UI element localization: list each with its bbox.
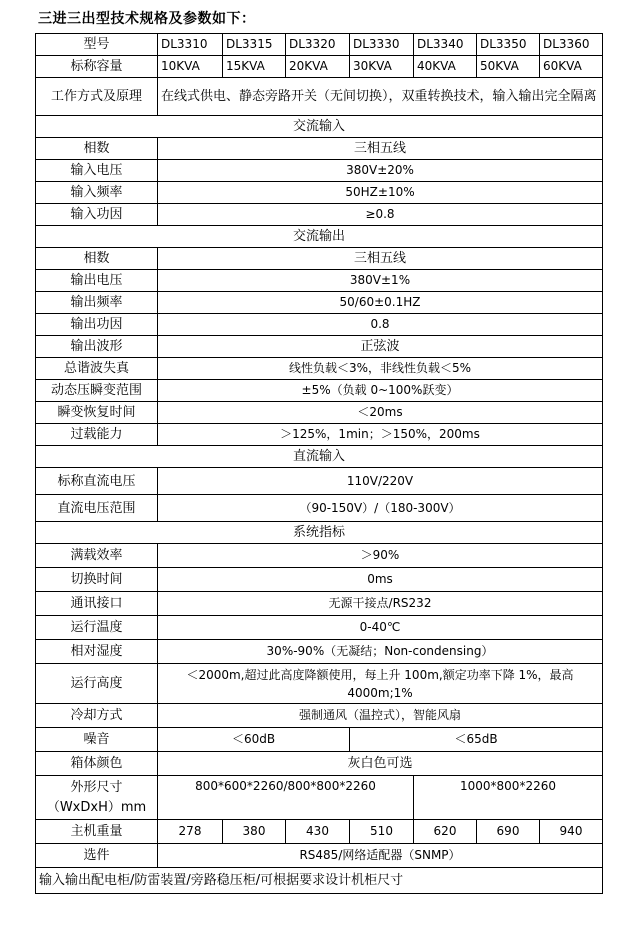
model-cell: DL3340: [414, 34, 477, 56]
row-label: 选件: [36, 844, 158, 868]
row-value: ＜60dB: [158, 728, 350, 752]
row-label: 动态压瞬变范围: [36, 380, 158, 402]
row-value: ±5%（负载 0~100%跃变）: [158, 380, 603, 402]
row-model: [36, 34, 603, 56]
row-dc-range: [36, 495, 603, 522]
row-footer-note: [36, 868, 603, 894]
model-cell: DL3310: [158, 34, 223, 56]
weight-cell: 620: [414, 820, 477, 844]
row-value: 正弦波: [158, 336, 603, 358]
row-color: [36, 752, 603, 776]
section-dc-input: [36, 446, 603, 468]
principle-label: 工作方式及原理: [36, 78, 158, 116]
row-input-pf: [36, 204, 603, 226]
row-capacity: [36, 56, 603, 78]
row-value: 三相五线: [158, 138, 603, 160]
weight-cell: 380: [223, 820, 286, 844]
row-value: 0ms: [158, 568, 603, 592]
weight-cell: 510: [350, 820, 414, 844]
capacity-cell: 50KVA: [477, 56, 540, 78]
row-output-phase: [36, 248, 603, 270]
row-value: ＜2000m,超过此高度降额使用，每上升 100m,额定功率下降 1%，最高4000m;1%: [158, 664, 603, 704]
row-value: 强制通风（温控式），智能风扇: [158, 704, 603, 728]
row-output-voltage: [36, 270, 603, 292]
row-switch: [36, 568, 603, 592]
footer-note: 输入输出配电柜/防雷装置/旁路稳压柜/可根据要求设计机柜尺寸: [36, 868, 603, 894]
capacity-cell: 15KVA: [223, 56, 286, 78]
row-value: 0-40℃: [158, 616, 603, 640]
row-principle: [36, 78, 603, 116]
row-label: 输入频率: [36, 182, 158, 204]
row-label: 输入功因: [36, 204, 158, 226]
row-label: 输出电压: [36, 270, 158, 292]
row-overload: [36, 424, 603, 446]
row-dimensions: [36, 776, 603, 820]
weight-cell: 690: [477, 820, 540, 844]
row-output-pf: [36, 314, 603, 336]
row-output-frequency: [36, 292, 603, 314]
row-value: 0.8: [158, 314, 603, 336]
row-input-frequency: [36, 182, 603, 204]
row-label: 标称直流电压: [36, 468, 158, 495]
row-input-phase: [36, 138, 603, 160]
row-label: 通讯接口: [36, 592, 158, 616]
row-value: ＜20ms: [158, 402, 603, 424]
section-ac-output: [36, 226, 603, 248]
row-value: 灰白色可选: [158, 752, 603, 776]
page-title: 三进三出型技术规格及参数如下：: [38, 11, 256, 27]
weight-cell: 430: [286, 820, 350, 844]
row-label: 直流电压范围: [36, 495, 158, 522]
row-label: 运行高度: [36, 664, 158, 704]
row-output-wave: [36, 336, 603, 358]
row-temperature: [36, 616, 603, 640]
section-system: [36, 522, 603, 544]
row-label: 冷却方式: [36, 704, 158, 728]
capacity-label: 标称容量: [36, 56, 158, 78]
row-comm: [36, 592, 603, 616]
capacity-cell: 20KVA: [286, 56, 350, 78]
row-label: [36, 776, 158, 820]
row-label: 相数: [36, 248, 158, 270]
row-label: 相数: [36, 138, 158, 160]
row-noise: [36, 728, 603, 752]
row-altitude: [36, 664, 603, 704]
row-label: 箱体颜色: [36, 752, 158, 776]
row-value: ≥0.8: [158, 204, 603, 226]
weight-cell: 278: [158, 820, 223, 844]
section-header: 交流输出: [36, 226, 603, 248]
row-thd: [36, 358, 603, 380]
principle-value: 在线式供电、静态旁路开关（无间切换），双重转换技术，输入输出完全隔离: [158, 78, 603, 116]
row-value: RS485/网络适配器（SNMP）: [158, 844, 603, 868]
row-label: 过载能力: [36, 424, 158, 446]
row-value: 380V±20%: [158, 160, 603, 182]
row-label: 切换时间: [36, 568, 158, 592]
row-value: ＞125%，1min；＞150%，200ms: [158, 424, 603, 446]
section-header: 系统指标: [36, 522, 603, 544]
size-label: 外形尺寸: [70, 779, 123, 795]
row-dc-nominal: [36, 468, 603, 495]
row-label: 输出波形: [36, 336, 158, 358]
row-value: 线性负载＜3%，非线性负载＜5%: [158, 358, 603, 380]
model-cell: DL3360: [540, 34, 603, 56]
row-label: 输出功因: [36, 314, 158, 336]
row-options: [36, 844, 603, 868]
row-value: 50HZ±10%: [158, 182, 603, 204]
row-humidity: [36, 640, 603, 664]
row-value: 无源干接点/RS232: [158, 592, 603, 616]
row-label: 满载效率: [36, 544, 158, 568]
row-value: 1000*800*2260: [414, 776, 603, 820]
section-ac-input: [36, 116, 603, 138]
row-dynamic: [36, 380, 603, 402]
row-value: 110V/220V: [158, 468, 603, 495]
size-unit: （WxDxH）mm: [46, 799, 147, 815]
row-label: 运行温度: [36, 616, 158, 640]
capacity-cell: 10KVA: [158, 56, 223, 78]
row-cooling: [36, 704, 603, 728]
row-label: 输出频率: [36, 292, 158, 314]
model-cell: DL3320: [286, 34, 350, 56]
row-label: 相对湿度: [36, 640, 158, 664]
model-cell: DL3315: [223, 34, 286, 56]
row-value: （90-150V）/（180-300V）: [158, 495, 603, 522]
row-weight: [36, 820, 603, 844]
row-label: 瞬变恢复时间: [36, 402, 158, 424]
weight-cell: 940: [540, 820, 603, 844]
row-input-voltage: [36, 160, 603, 182]
row-value: ＞90%: [158, 544, 603, 568]
capacity-cell: 40KVA: [414, 56, 477, 78]
row-value: 380V±1%: [158, 270, 603, 292]
model-cell: DL3350: [477, 34, 540, 56]
model-cell: DL3330: [350, 34, 414, 56]
row-efficiency: [36, 544, 603, 568]
capacity-cell: 30KVA: [350, 56, 414, 78]
row-value: 50/60±0.1HZ: [158, 292, 603, 314]
row-label: 总谐波失真: [36, 358, 158, 380]
row-label: 噪音: [36, 728, 158, 752]
section-header: 交流输入: [36, 116, 603, 138]
row-value: 三相五线: [158, 248, 603, 270]
spec-table: [35, 33, 603, 894]
capacity-cell: 60KVA: [540, 56, 603, 78]
row-value: 800*600*2260/800*800*2260: [158, 776, 414, 820]
row-recovery: [36, 402, 603, 424]
row-value: 30%-90%（无凝结；Non-condensing）: [158, 640, 603, 664]
section-header: 直流输入: [36, 446, 603, 468]
row-label: 主机重量: [36, 820, 158, 844]
row-value: ＜65dB: [350, 728, 603, 752]
row-label: 输入电压: [36, 160, 158, 182]
model-label: 型号: [36, 34, 158, 56]
